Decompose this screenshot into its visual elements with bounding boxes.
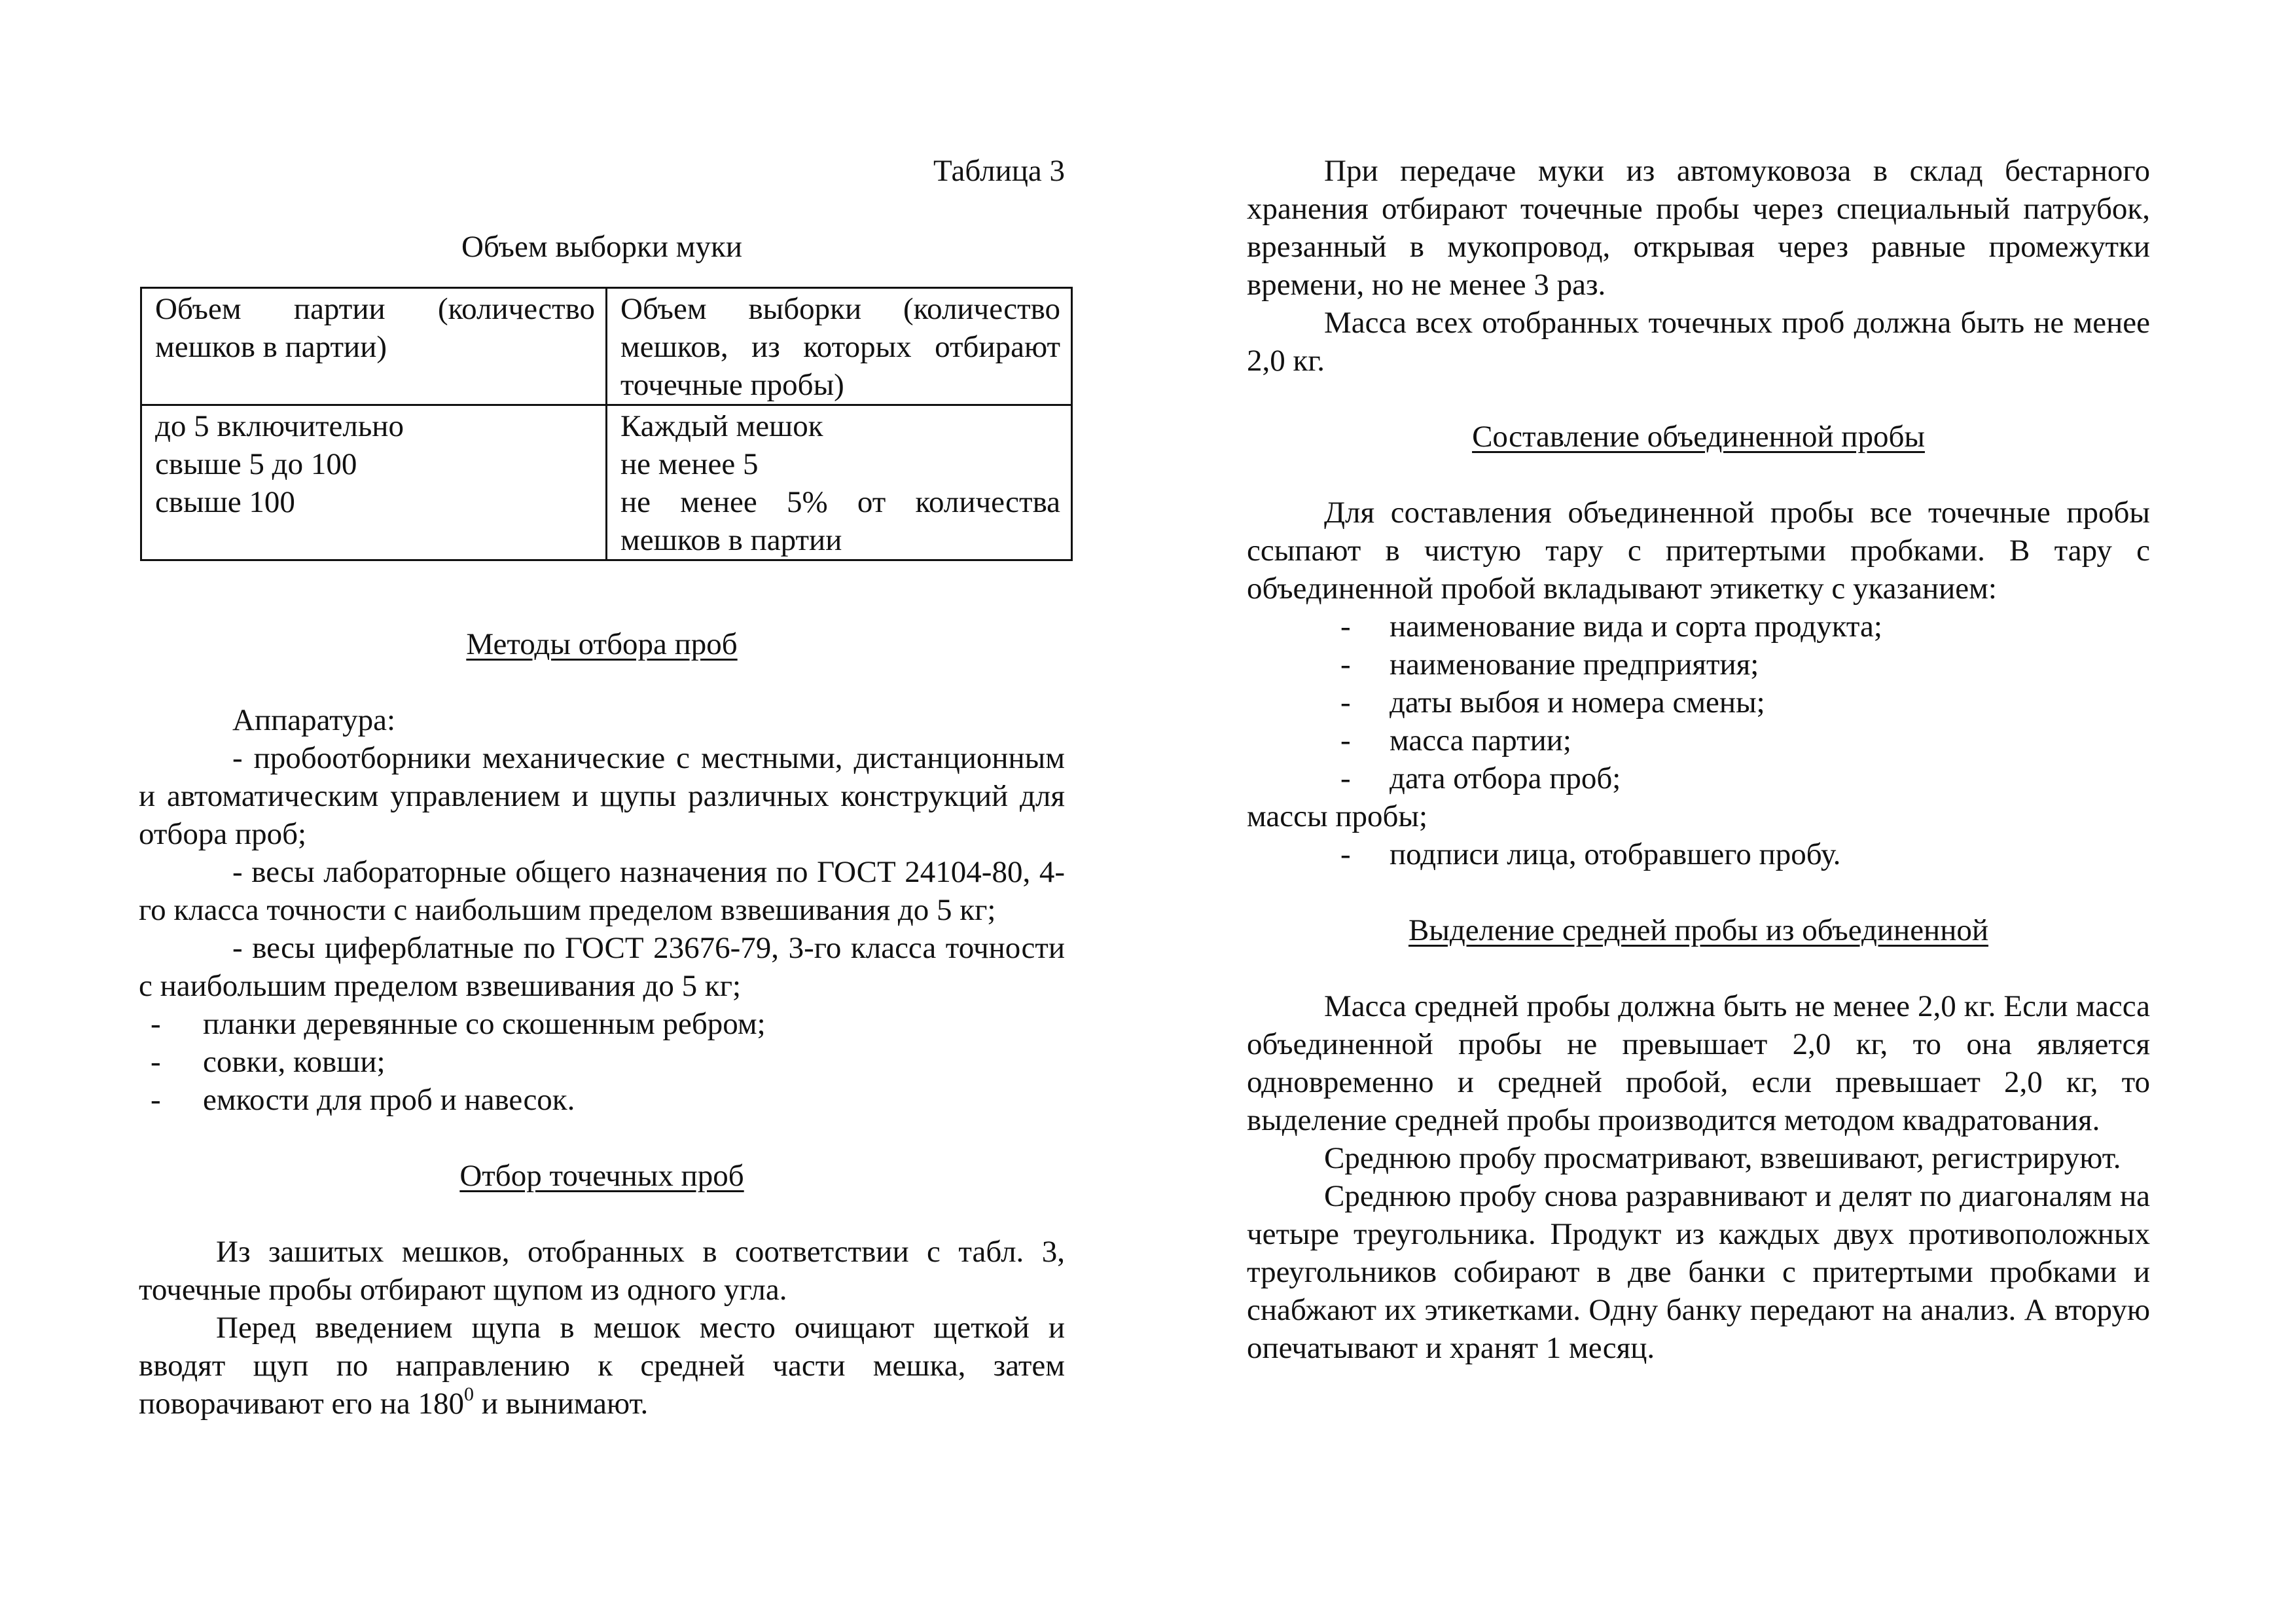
apparatus-label: Аппаратура: <box>232 703 396 737</box>
cell-line: свыше 100 <box>155 485 295 519</box>
list-dash: - <box>1340 647 1351 682</box>
list-dash: - <box>1340 723 1351 757</box>
list-dash: - <box>151 1083 161 1117</box>
list-item <box>139 1043 1065 1081</box>
spot-heading: Отбор точечных проб <box>459 1159 744 1193</box>
combined-heading: Составление объединенной пробы <box>1472 420 1925 454</box>
left-column <box>139 152 1065 1423</box>
list-item <box>1247 759 2150 797</box>
header-cell-sample: Объем выборки (количество мешков, из которых отбирают точечные пробы) <box>607 288 1072 405</box>
list-text: подписи лица, отобравшего пробу. <box>1390 837 1841 871</box>
list-item <box>1247 646 2150 684</box>
cell-line: не менее 5% от количества мешков в партии <box>620 485 1060 557</box>
table-cell-sample <box>607 405 1072 560</box>
list-text: совки, ковши; <box>203 1045 386 1079</box>
cell-line: Каждый мешок <box>620 409 823 443</box>
list-text: дата отбора проб; <box>1390 761 1621 795</box>
apparatus-item: - пробоотборники механические с местными, дистанционным и автоматическим управлением и щупы различных конструкций для отбора проб; <box>139 741 1065 851</box>
list-dash: - <box>151 1045 161 1079</box>
list-dash: - <box>151 1007 161 1041</box>
label-mass-line: массы пробы; <box>1247 799 1428 833</box>
apparatus-item: - весы лабораторные общего назначения по ГОСТ 24104-80, 4-го класса точности с наибольшим пределом взвешивания до 5 кг; <box>139 855 1065 927</box>
average-heading: Выделение средней пробы из объединенной <box>1408 913 1989 947</box>
bulk-transfer-paragraph: При передаче муки из автомуковоза в склад бестарного хранения отбирают точечные пробы через специальный патрубок, врезанный в мукопровод, открывая через равные промежутки времени, но не менее 3 раз. <box>1247 154 2150 302</box>
list-dash: - <box>1340 685 1351 720</box>
list-item <box>139 1081 1065 1119</box>
list-text: планки деревянные со скошенным ребром; <box>203 1007 766 1041</box>
spot-paragraph-2: Перед введением щупа в мешок место очищают щеткой и вводят щуп по направлению к средней части мешка, затем поворачивают его на $180^0$ и вынимают. <box>139 1311 1065 1421</box>
table-row <box>141 405 1072 560</box>
list-dash: - <box>1340 761 1351 795</box>
list-dash: - <box>1340 837 1351 871</box>
header-cell-lot: Объем партии (количество мешков в партии) <box>141 288 607 405</box>
mass-paragraph: Масса всех отобранных точечных проб должна быть не менее 2,0 кг. <box>1247 306 2150 378</box>
spot-paragraph-1: Из зашитых мешков, отобранных в соответствии с табл. 3, точечные пробы отбирают щупом из одного угла. <box>139 1235 1065 1307</box>
average-paragraph-2: Среднюю пробу просматривают, взвешивают, регистрируют. <box>1324 1141 2121 1175</box>
table-caption: Таблица 3 <box>933 154 1065 188</box>
methods-heading: Методы отбора проб <box>466 627 738 661</box>
degree-superscript: 0 <box>464 1383 474 1405</box>
list-text: наименование предприятия; <box>1390 647 1759 682</box>
list-item <box>1247 608 2150 646</box>
sample-size-table <box>140 287 1073 561</box>
combined-paragraph: Для составления объединенной пробы все точечные пробы ссыпают в чистую тару с притертыми пробками. В тару с объединенной пробой вкладывают этикетку с указанием: <box>1247 496 2150 606</box>
right-column <box>1247 152 2150 1367</box>
apparatus-item: - весы циферблатные по ГОСТ 23676-79, 3-го класса точности с наибольшим пределом взвешивания до 5 кг; <box>139 931 1065 1003</box>
table-header-row <box>141 288 1072 405</box>
average-paragraph-1: Масса средней пробы должна быть не менее 2,0 кг. Если масса объединенной пробы не превышает 2,0 кг, то она является одновременно и средней пробой, если превышает 2,0 кг, то выделение средней пробы производится методом квадратования. <box>1247 989 2150 1137</box>
table-cell-lot <box>141 405 607 560</box>
cell-line: не менее 5 <box>620 447 759 481</box>
average-paragraph-3: Среднюю пробу снова разравнивают и делят по диагоналям на четыре треугольника. Продукт из каждых двух противоположных треугольников собирают в две банки с притертыми пробками и снабжают их этикетками. Одну банку передают на анализ. А вторую опечатывают и хранят 1 месяц. <box>1247 1179 2150 1365</box>
list-text: наименование вида и сорта продукта; <box>1390 610 1882 644</box>
list-text: даты выбоя и номера смены; <box>1390 685 1765 720</box>
list-text: масса партии; <box>1390 723 1571 757</box>
list-item <box>1247 835 2150 873</box>
cell-line: до 5 включительно <box>155 409 404 443</box>
table-title: Объем выборки муки <box>461 230 742 264</box>
list-dash: - <box>1340 610 1351 644</box>
list-item <box>1247 684 2150 721</box>
list-item <box>1247 721 2150 759</box>
cell-line: свыше 5 до 100 <box>155 447 357 481</box>
list-item <box>139 1005 1065 1043</box>
list-text: емкости для проб и навесок. <box>203 1083 575 1117</box>
